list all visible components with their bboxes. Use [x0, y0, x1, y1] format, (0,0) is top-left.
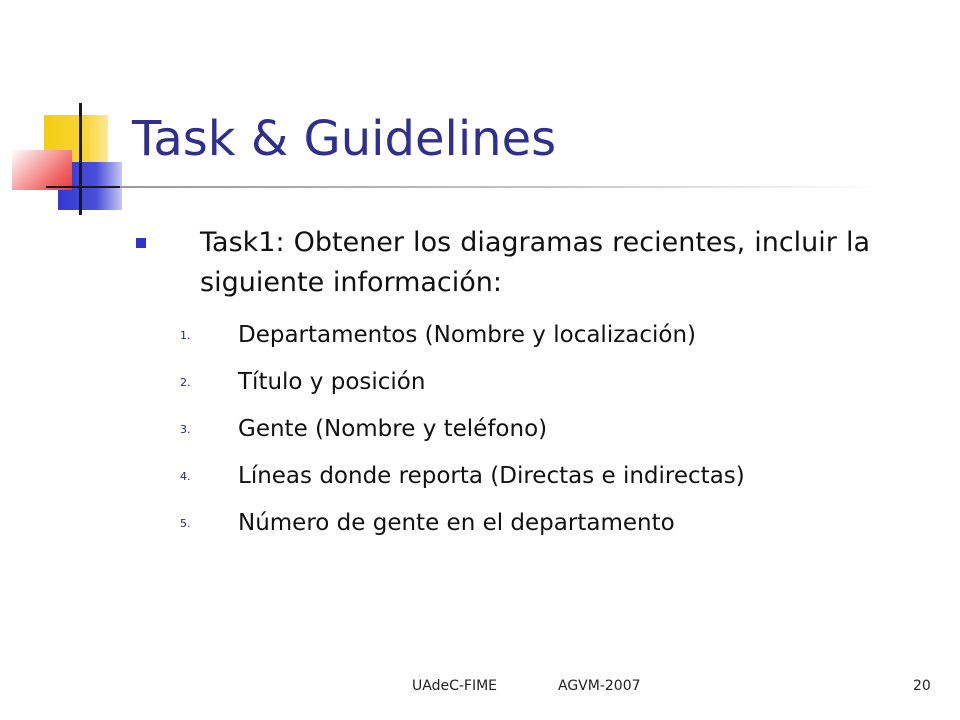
- decorative-horizontal-line: [46, 186, 126, 188]
- list-item-number: 2.: [180, 376, 191, 389]
- list-item-number: 1.: [180, 329, 191, 342]
- page-number: 20: [913, 678, 931, 694]
- square-bullet-icon: [136, 238, 146, 248]
- decorative-vertical-line: [79, 103, 82, 215]
- decorative-red-square: [12, 150, 72, 190]
- list-item-text: Título y posición: [238, 369, 426, 395]
- list-item-number: 3.: [180, 423, 191, 436]
- list-item-number: 4.: [180, 470, 191, 483]
- footer-institution: UAdeC-FIME: [412, 678, 498, 694]
- list-item-number: 5.: [180, 517, 191, 530]
- list-item-text: Líneas donde reporta (Directas e indirectas): [238, 463, 745, 489]
- slide-title: Task & Guidelines: [132, 111, 557, 167]
- list-item-text: Gente (Nombre y teléfono): [238, 416, 548, 442]
- footer-author-year: AGVM-2007: [558, 678, 641, 694]
- main-bullet-text: Task1: Obtener los diagramas recientes, incluir la siguiente información:: [200, 227, 870, 298]
- title-underline-rule: [120, 186, 880, 188]
- list-item-text: Número de gente en el departamento: [238, 510, 675, 536]
- list-item-text: Departamentos (Nombre y localización): [238, 322, 697, 348]
